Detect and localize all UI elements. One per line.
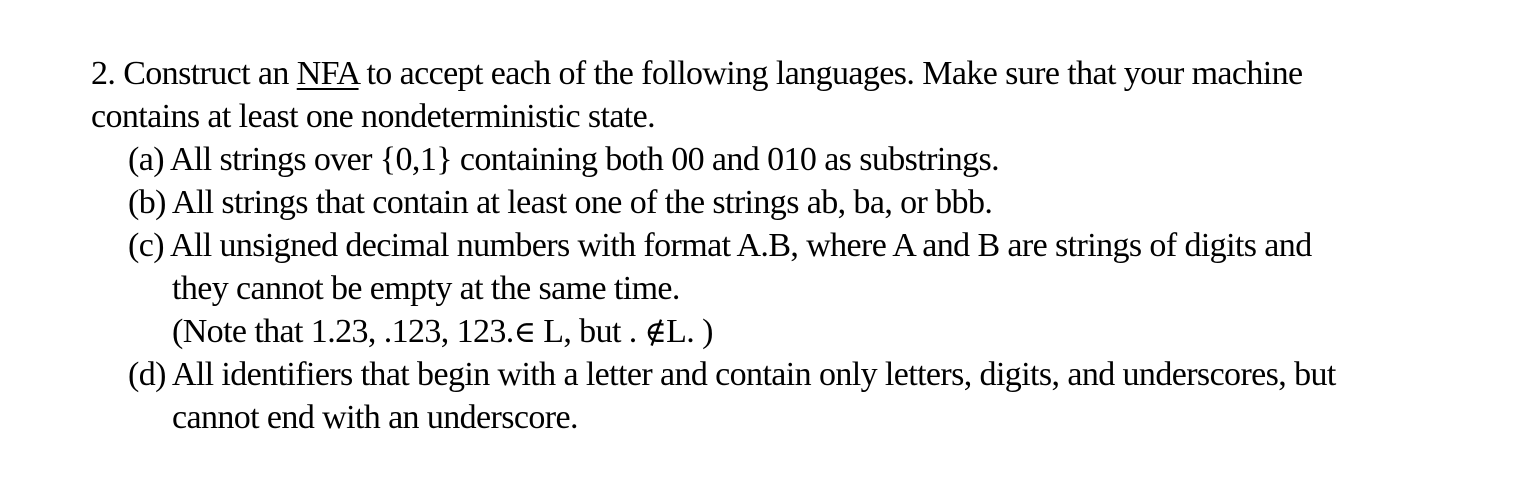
problem-intro-line-1: [91, 52, 1491, 95]
item-c-label: (c): [128, 227, 164, 264]
item-b-label: (b): [128, 184, 166, 221]
nfa-underlined-term: NFA: [296, 55, 359, 92]
item-d-continuation: cannot end with an underscore.: [172, 399, 578, 436]
intro-suffix: to accept each of the following languages. Make sure that your machine: [358, 55, 1303, 92]
item-c-note-prefix: (Note that 1.23, .123, 123.: [172, 313, 514, 350]
element-of-symbol: ∈: [513, 316, 536, 349]
item-d-label: (d): [128, 356, 166, 393]
item-d-text: All identifiers that begin with a letter and contain only letters, digits, and underscores, but: [165, 356, 1336, 393]
problem-intro-line-2: contains at least one nondeterministic state.: [91, 98, 656, 135]
item-c-note: [91, 310, 1491, 353]
item-d: [91, 353, 1491, 396]
item-c-note-suffix: L. ): [666, 313, 713, 350]
item-c-note-mid: L, but .: [535, 313, 645, 350]
item-c-text: All unsigned decimal numbers with format A.B, where A and B are strings of digits and: [163, 227, 1312, 264]
item-a: [91, 138, 1491, 181]
item-c: [91, 224, 1491, 267]
intro-prefix: 2. Construct an: [91, 55, 297, 92]
item-b: [91, 181, 1491, 224]
problem-text: [91, 52, 1491, 439]
item-a-label: (a): [128, 141, 164, 178]
item-b-text: All strings that contain at least one of the strings ab, ba, or bbb.: [165, 184, 993, 221]
item-c-continuation: they cannot be empty at the same time.: [172, 270, 680, 307]
not-element-of-symbol: ∉: [644, 316, 667, 349]
item-a-text: All strings over {0,1} containing both 00 and 010 as substrings.: [163, 141, 1000, 178]
